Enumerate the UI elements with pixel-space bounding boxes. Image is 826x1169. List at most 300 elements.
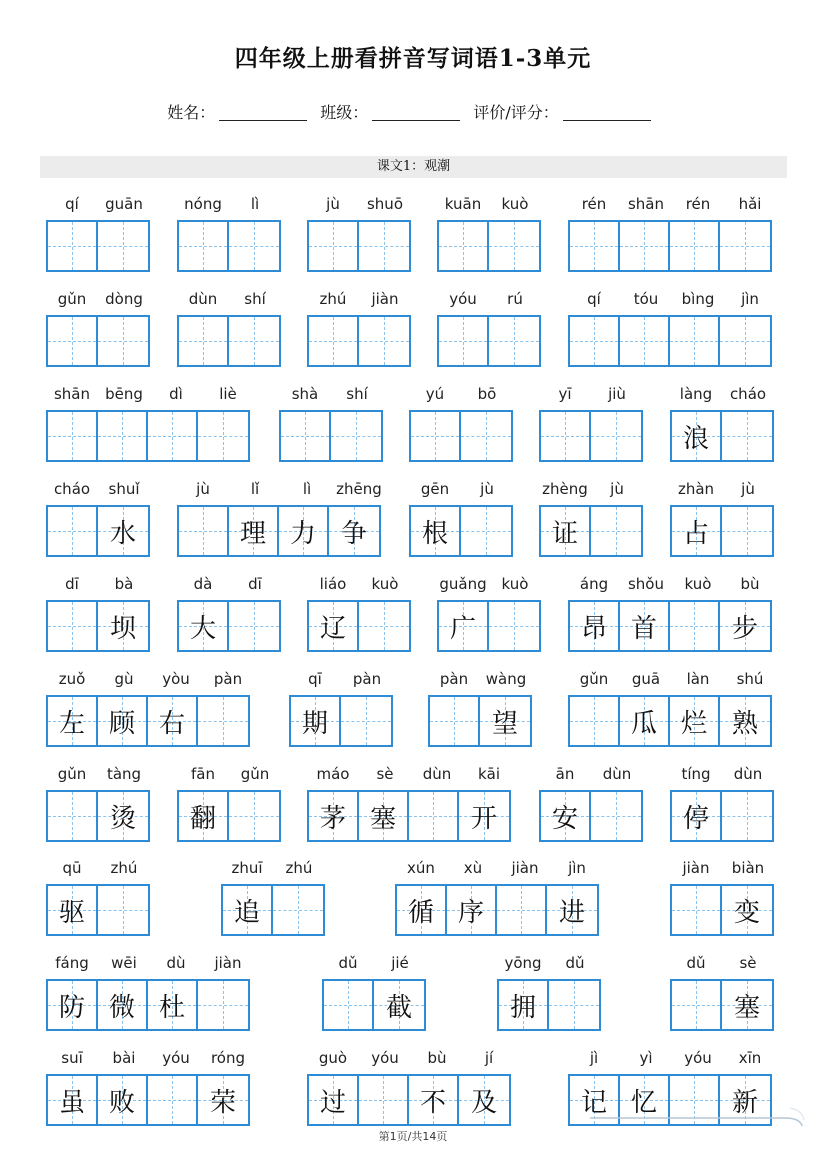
word-grid <box>568 600 772 652</box>
character-text: 驱 <box>58 897 85 928</box>
writing-cell[interactable] <box>591 507 641 555</box>
pinyin-label: làn <box>686 670 710 688</box>
writing-cell[interactable] <box>670 602 720 650</box>
name-label: 姓名： <box>167 103 216 122</box>
character-text: 及 <box>470 1087 497 1118</box>
writing-cell[interactable] <box>549 981 599 1029</box>
writing-cell[interactable] <box>570 222 620 270</box>
pinyin-label: gǔn <box>579 670 609 688</box>
writing-cell[interactable] <box>497 886 547 934</box>
pinyin-label: zhuī <box>231 859 263 877</box>
pinyin-label: lì <box>250 195 260 213</box>
word-grid <box>177 505 381 557</box>
character-text: 记 <box>580 1087 607 1118</box>
pinyin-label: guān <box>105 195 143 213</box>
writing-cell[interactable] <box>324 981 374 1029</box>
pinyin-label: lì <box>302 480 312 498</box>
writing-cell[interactable] <box>359 1076 409 1124</box>
writing-cell[interactable] <box>570 697 620 745</box>
word-grid <box>279 410 383 462</box>
pinyin-label: shí <box>244 290 266 308</box>
pinyin-label: bù <box>740 575 760 593</box>
character-text: 占 <box>682 518 709 549</box>
writing-cell[interactable] <box>499 981 549 1029</box>
pinyin-label: zuǒ <box>58 670 86 688</box>
writing-cell[interactable] <box>541 792 591 840</box>
pinyin-label: yōng <box>504 954 542 972</box>
word-grid <box>670 790 774 842</box>
writing-cell[interactable] <box>98 886 148 934</box>
writing-cell[interactable] <box>48 697 98 745</box>
character-text: 忆 <box>630 1087 657 1118</box>
writing-cell[interactable] <box>229 507 279 555</box>
writing-cell[interactable] <box>591 792 641 840</box>
pinyin-label: jiàn <box>214 954 242 972</box>
pinyin-label: gǔn <box>57 290 87 308</box>
pinyin-label: lǐ <box>250 480 260 498</box>
writing-cell[interactable] <box>98 697 148 745</box>
pinyin-label: yóu <box>162 1049 190 1067</box>
writing-cell[interactable] <box>409 792 459 840</box>
writing-cell[interactable] <box>98 412 148 460</box>
word-grid <box>46 220 150 272</box>
word-grid <box>568 315 772 367</box>
word-grid <box>670 505 774 557</box>
pinyin-label: kuān <box>444 195 482 213</box>
pinyin-label: zhú <box>319 290 347 308</box>
writing-cell[interactable] <box>48 792 98 840</box>
pinyin-label: shí <box>346 385 368 403</box>
character-text: 广 <box>449 613 476 644</box>
pinyin-label: dòng <box>105 290 143 308</box>
writing-cell[interactable] <box>229 317 279 365</box>
page-footer: 第1页/共14页 <box>378 1130 448 1143</box>
writing-cell[interactable] <box>48 981 98 1029</box>
character-text: 证 <box>551 518 578 549</box>
writing-cell[interactable] <box>480 697 530 745</box>
character-text: 变 <box>733 897 760 928</box>
writing-cell[interactable] <box>722 412 772 460</box>
word-grid <box>409 410 513 462</box>
writing-cell[interactable] <box>291 697 341 745</box>
word-grid <box>568 695 772 747</box>
pinyin-label: shǒu <box>627 575 664 593</box>
writing-cell[interactable] <box>98 507 148 555</box>
writing-cell[interactable] <box>309 602 359 650</box>
writing-cell[interactable] <box>570 317 620 365</box>
word-grid <box>670 884 774 936</box>
writing-cell[interactable] <box>620 697 670 745</box>
pinyin-label: dǔ <box>338 954 358 972</box>
character-text: 拥 <box>509 992 536 1023</box>
pinyin-label: shú <box>736 670 764 688</box>
writing-cell[interactable] <box>279 507 329 555</box>
pinyin-label: hǎi <box>738 195 762 213</box>
character-text: 翻 <box>189 803 216 834</box>
writing-cell[interactable] <box>439 222 489 270</box>
writing-cell[interactable] <box>98 1076 148 1124</box>
character-text: 水 <box>109 518 136 549</box>
character-text: 防 <box>58 992 85 1023</box>
pinyin-label: jù <box>610 480 624 498</box>
pinyin-label: jù <box>741 480 755 498</box>
writing-cell[interactable] <box>359 792 409 840</box>
word-grid <box>46 505 150 557</box>
character-text: 浪 <box>682 423 709 454</box>
pinyin-label: rén <box>581 195 607 213</box>
writing-cell[interactable] <box>48 602 98 650</box>
writing-cell[interactable] <box>148 697 198 745</box>
character-text: 杜 <box>158 992 185 1023</box>
word-grid <box>497 979 601 1031</box>
character-text: 理 <box>239 518 266 549</box>
section-header: 课文1：观潮 <box>40 156 787 178</box>
writing-cell[interactable] <box>411 412 461 460</box>
writing-cell[interactable] <box>459 1076 509 1124</box>
pinyin-label: dī <box>65 575 79 593</box>
word-grid <box>670 979 774 1031</box>
pinyin-label: bēng <box>105 385 143 403</box>
writing-cell[interactable] <box>341 697 391 745</box>
character-text: 序 <box>457 897 484 928</box>
word-grid <box>539 790 643 842</box>
writing-cell[interactable] <box>489 602 539 650</box>
pinyin-label: guā <box>631 670 661 688</box>
pinyin-label: jù <box>326 195 340 213</box>
character-text: 右 <box>158 708 185 739</box>
pinyin-label: xīn <box>738 1049 762 1067</box>
pinyin-label: kuò <box>684 575 712 593</box>
writing-cell[interactable] <box>229 222 279 270</box>
character-text: 停 <box>682 803 709 834</box>
pinyin-label: dùn <box>733 765 763 783</box>
character-text: 进 <box>558 897 585 928</box>
character-text: 步 <box>731 613 758 644</box>
pinyin-label: dùn <box>422 765 452 783</box>
word-grid <box>670 410 774 462</box>
writing-cell[interactable] <box>722 507 772 555</box>
pinyin-label: rú <box>507 290 523 308</box>
pinyin-label: gǔn <box>57 765 87 783</box>
page-title: 四年级上册看拼音写词语1-3单元 <box>234 45 592 72</box>
writing-cell[interactable] <box>489 317 539 365</box>
word-grid <box>221 884 325 936</box>
writing-cell[interactable] <box>720 222 770 270</box>
writing-cell[interactable] <box>720 697 770 745</box>
character-text: 荣 <box>209 1087 236 1118</box>
pinyin-label: dǔ <box>565 954 585 972</box>
pinyin-label: sè <box>739 954 757 972</box>
pinyin-label: yòu <box>162 670 190 688</box>
word-grid <box>46 600 150 652</box>
writing-cell[interactable] <box>720 317 770 365</box>
word-grid <box>307 315 411 367</box>
writing-cell[interactable] <box>359 602 409 650</box>
pinyin-label: biàn <box>731 859 765 877</box>
word-grid <box>437 220 541 272</box>
writing-cell[interactable] <box>309 222 359 270</box>
pinyin-label: dǔ <box>686 954 706 972</box>
writing-cell[interactable] <box>98 602 148 650</box>
score-blank[interactable] <box>563 104 651 121</box>
writing-cell[interactable] <box>229 602 279 650</box>
writing-cell[interactable] <box>720 602 770 650</box>
pinyin-label: pàn <box>352 670 382 688</box>
pinyin-label: làng <box>679 385 713 403</box>
character-text: 望 <box>491 708 518 739</box>
writing-cell[interactable] <box>98 222 148 270</box>
character-text: 熟 <box>731 708 758 739</box>
writing-cell[interactable] <box>411 507 461 555</box>
writing-cell[interactable] <box>48 317 98 365</box>
word-grid <box>437 315 541 367</box>
writing-cell[interactable] <box>620 317 670 365</box>
pinyin-label: rén <box>685 195 711 213</box>
writing-cell[interactable] <box>722 792 772 840</box>
writing-cell[interactable] <box>359 317 409 365</box>
writing-cell[interactable] <box>198 1076 248 1124</box>
writing-cell[interactable] <box>98 981 148 1029</box>
writing-cell[interactable] <box>48 1076 98 1124</box>
pinyin-label: zhú <box>285 859 313 877</box>
character-text: 大 <box>189 613 216 644</box>
pinyin-label: zhèng <box>542 480 588 498</box>
writing-cell[interactable] <box>48 886 98 934</box>
character-text: 败 <box>108 1087 135 1118</box>
writing-cell[interactable] <box>439 602 489 650</box>
character-text: 安 <box>551 803 578 834</box>
writing-cell[interactable] <box>179 222 229 270</box>
writing-cell[interactable] <box>439 317 489 365</box>
writing-cell[interactable] <box>670 317 720 365</box>
writing-cell[interactable] <box>672 412 722 460</box>
writing-cell[interactable] <box>179 507 229 555</box>
pinyin-label: sè <box>376 765 394 783</box>
pinyin-label: yú <box>425 385 445 403</box>
writing-cell[interactable] <box>281 412 331 460</box>
character-text: 力 <box>289 518 316 549</box>
writing-cell[interactable] <box>461 507 511 555</box>
character-text: 昂 <box>580 613 607 644</box>
writing-cell[interactable] <box>430 697 480 745</box>
writing-cell[interactable] <box>148 981 198 1029</box>
pinyin-label: liáo <box>319 575 347 593</box>
writing-cell[interactable] <box>489 222 539 270</box>
pinyin-label: zhēng <box>336 480 382 498</box>
word-grid <box>307 220 411 272</box>
word-grid <box>539 505 643 557</box>
character-text: 塞 <box>733 992 760 1023</box>
word-grid <box>568 220 772 272</box>
pinyin-label: jiàn <box>371 290 399 308</box>
character-text: 新 <box>731 1087 758 1118</box>
word-grid <box>46 1074 250 1126</box>
writing-cell[interactable] <box>179 602 229 650</box>
pinyin-label: shuō <box>366 195 403 213</box>
pinyin-label: bō <box>477 385 497 403</box>
pinyin-label: qí <box>65 195 79 213</box>
pinyin-label: tóu <box>633 290 659 308</box>
character-text: 塞 <box>369 803 396 834</box>
writing-cell[interactable] <box>620 602 670 650</box>
writing-cell[interactable] <box>273 886 323 934</box>
word-grid <box>46 979 250 1031</box>
writing-cell[interactable] <box>179 317 229 365</box>
pinyin-label: yóu <box>684 1049 712 1067</box>
pinyin-label: yóu <box>449 290 477 308</box>
writing-cell[interactable] <box>359 222 409 270</box>
writing-cell[interactable] <box>672 792 722 840</box>
writing-cell[interactable] <box>48 222 98 270</box>
writing-cell[interactable] <box>148 1076 198 1124</box>
word-grid <box>307 790 511 842</box>
word-grid <box>177 315 281 367</box>
pinyin-label: jí <box>484 1049 494 1067</box>
pinyin-label: zhàn <box>677 480 715 498</box>
character-text: 过 <box>319 1087 346 1118</box>
pinyin-label: suī <box>61 1049 83 1067</box>
writing-cell[interactable] <box>672 507 722 555</box>
writing-cell[interactable] <box>309 792 359 840</box>
writing-cell[interactable] <box>409 1076 459 1124</box>
character-text: 争 <box>340 518 367 549</box>
pinyin-label: jiù <box>608 385 626 403</box>
writing-cell[interactable] <box>620 222 670 270</box>
pinyin-label: dì <box>169 385 183 403</box>
writing-cell[interactable] <box>309 1076 359 1124</box>
pinyin-label: gǔn <box>240 765 270 783</box>
pinyin-label: gù <box>114 670 134 688</box>
pinyin-label: liè <box>219 385 237 403</box>
writing-cell[interactable] <box>198 412 248 460</box>
writing-cell[interactable] <box>722 981 772 1029</box>
word-grid <box>46 790 150 842</box>
pinyin-label: jìn <box>741 290 759 308</box>
writing-cell[interactable] <box>461 412 511 460</box>
pinyin-label: dù <box>166 954 186 972</box>
writing-cell[interactable] <box>179 792 229 840</box>
writing-cell[interactable] <box>309 317 359 365</box>
writing-cell[interactable] <box>547 886 597 934</box>
writing-cell[interactable] <box>98 792 148 840</box>
pinyin-label: pàn <box>213 670 243 688</box>
pinyin-label: kuò <box>501 195 529 213</box>
writing-cell[interactable] <box>98 317 148 365</box>
character-text: 顾 <box>108 708 135 739</box>
pinyin-label: guò <box>318 1049 348 1067</box>
word-grid <box>177 790 281 842</box>
writing-cell[interactable] <box>374 981 424 1029</box>
writing-cell[interactable] <box>198 981 248 1029</box>
pinyin-label: wēi <box>111 954 137 972</box>
writing-cell[interactable] <box>48 412 98 460</box>
pinyin-label: kuò <box>501 575 529 593</box>
writing-cell[interactable] <box>672 981 722 1029</box>
writing-cell[interactable] <box>223 886 273 934</box>
pinyin-label: jié <box>391 954 409 972</box>
student-info <box>0 100 826 123</box>
writing-cell[interactable] <box>229 792 279 840</box>
character-text: 烫 <box>109 803 136 834</box>
class-label: 班级： <box>320 103 369 122</box>
pinyin-label: zhú <box>110 859 138 877</box>
writing-cell[interactable] <box>541 412 591 460</box>
pinyin-label: dī <box>248 575 262 593</box>
character-text: 茅 <box>319 803 346 834</box>
character-text: 烂 <box>680 708 707 739</box>
writing-cell[interactable] <box>722 886 772 934</box>
pinyin-label: jù <box>196 480 210 498</box>
writing-cell[interactable] <box>331 412 381 460</box>
name-blank[interactable] <box>219 104 307 121</box>
word-grid <box>46 695 250 747</box>
pinyin-label: jiàn <box>682 859 710 877</box>
pinyin-label: dùn <box>188 290 218 308</box>
pinyin-label: cháo <box>729 385 767 403</box>
pinyin-label: dùn <box>602 765 632 783</box>
character-text: 首 <box>630 613 657 644</box>
pinyin-label: gēn <box>420 480 450 498</box>
pinyin-label: shān <box>627 195 665 213</box>
character-text: 追 <box>233 897 260 928</box>
pinyin-label: qí <box>587 290 601 308</box>
character-text: 辽 <box>319 613 346 644</box>
pinyin-label: qī <box>308 670 322 688</box>
pinyin-label: jìn <box>568 859 586 877</box>
writing-cell[interactable] <box>447 886 497 934</box>
word-grid <box>307 1074 511 1126</box>
writing-cell[interactable] <box>329 507 379 555</box>
pinyin-label: kuò <box>371 575 399 593</box>
writing-cell[interactable] <box>48 507 98 555</box>
writing-cell[interactable] <box>459 792 509 840</box>
writing-cell[interactable] <box>670 697 720 745</box>
word-grid <box>428 695 532 747</box>
writing-cell[interactable] <box>570 602 620 650</box>
pinyin-label: shuǐ <box>108 480 140 498</box>
pinyin-label: shà <box>291 385 319 403</box>
writing-cell[interactable] <box>198 697 248 745</box>
word-grid <box>409 505 513 557</box>
pinyin-label: jiàn <box>511 859 539 877</box>
pinyin-label: dà <box>193 575 213 593</box>
pinyin-label: tàng <box>106 765 142 783</box>
word-grid <box>289 695 393 747</box>
pinyin-label: wàng <box>485 670 527 688</box>
character-text: 开 <box>470 803 497 834</box>
pinyin-label: qū <box>62 859 82 877</box>
writing-cell[interactable] <box>672 886 722 934</box>
writing-cell[interactable] <box>148 412 198 460</box>
writing-cell[interactable] <box>670 222 720 270</box>
writing-cell[interactable] <box>397 886 447 934</box>
word-grid <box>395 884 599 936</box>
character-text: 左 <box>58 708 85 739</box>
writing-cell[interactable] <box>591 412 641 460</box>
pinyin-label: áng <box>579 575 609 593</box>
pinyin-label: ān <box>555 765 575 783</box>
pinyin-label: kāi <box>477 765 501 783</box>
class-blank[interactable] <box>372 104 460 121</box>
word-grid <box>46 315 150 367</box>
pinyin-label: shān <box>53 385 91 403</box>
character-text: 期 <box>301 708 328 739</box>
writing-cell[interactable] <box>541 507 591 555</box>
pinyin-label: guǎng <box>439 575 487 593</box>
pinyin-label: pàn <box>439 670 469 688</box>
character-text: 坝 <box>109 613 136 644</box>
word-grid <box>177 220 281 272</box>
